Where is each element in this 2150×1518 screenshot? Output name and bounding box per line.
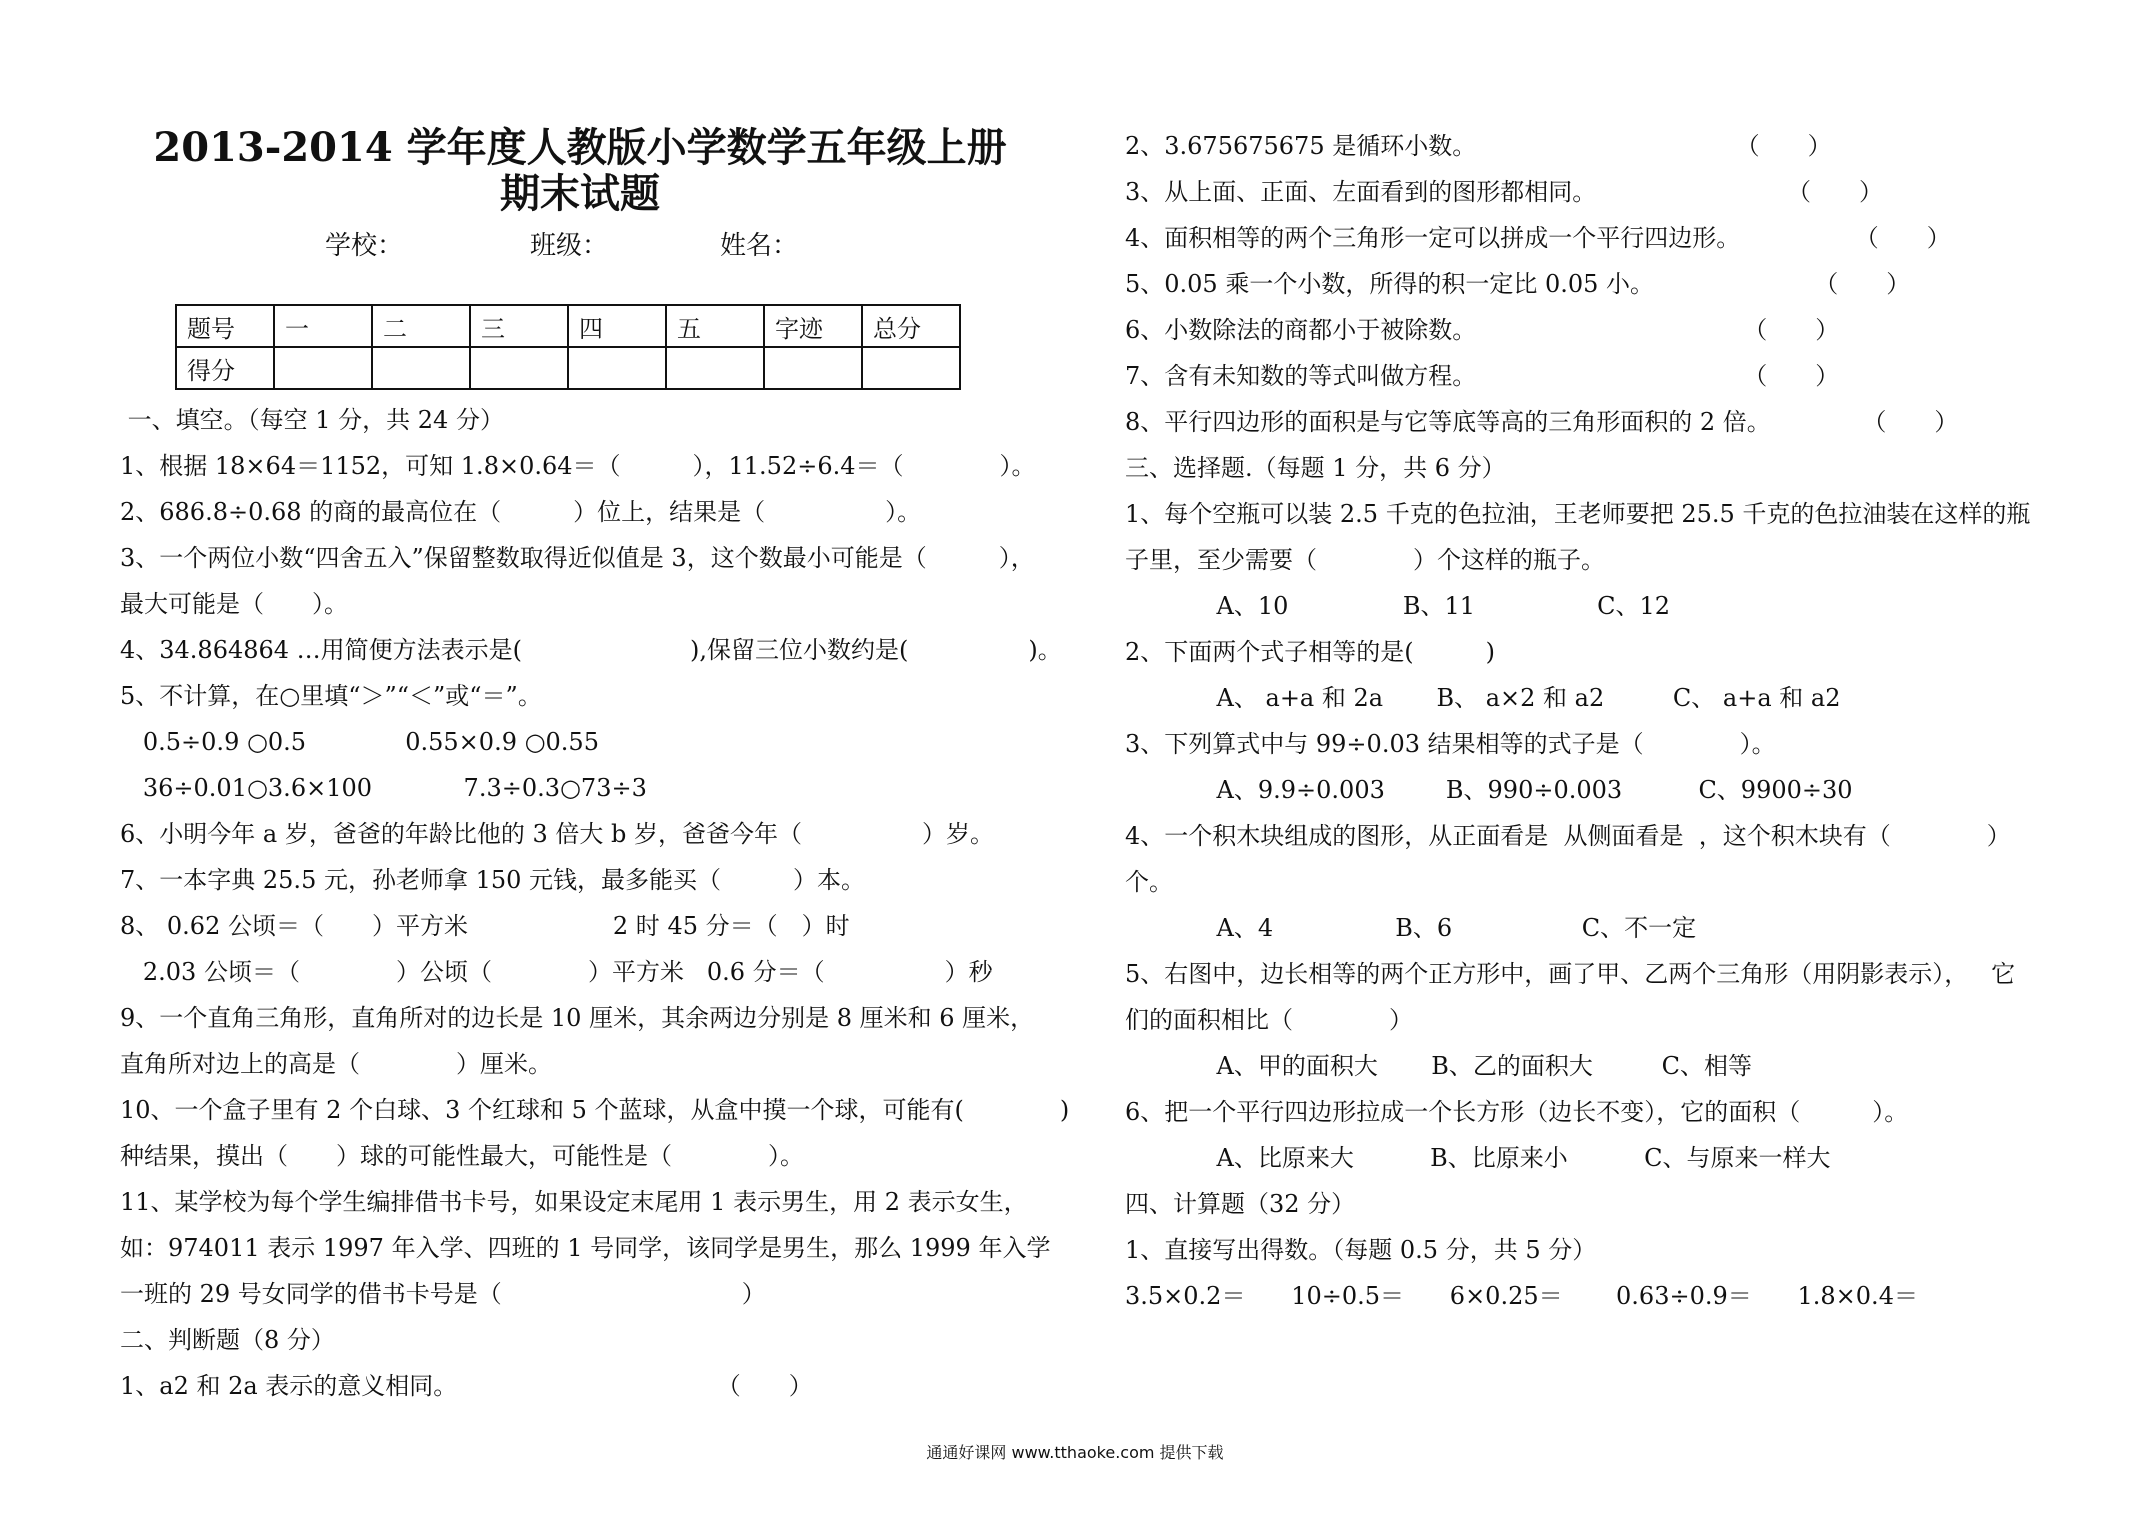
question-line: 3.5×0.2＝ 10÷0.5＝ 6×0.25＝ 0.63÷0.9＝ 1.8×0.4＝ — [1125, 1282, 1918, 1310]
question-line: A、10 B、11 C、12 — [1125, 592, 1670, 620]
question-line: 一班的 29 号女同学的借书卡号是（ ） — [120, 1280, 766, 1308]
question-line: 5、0.05 乘一个小数，所得的积一定比 0.05 小。 （ ） — [1125, 270, 1911, 298]
question-line: 8、 0.62 公顷＝（ ）平方米 2 时 45 分＝（ ）时 — [120, 912, 850, 940]
question-line: 10、一个盒子里有 2 个白球、3 个红球和 5 个蓝球，从盒中摸一个球，可能有( ) — [120, 1096, 1070, 1124]
score-cell: 五 — [666, 305, 764, 347]
question-line: 如：974011 表示 1997 年入学、四班的 1 号同学，该同学是男生，那么 1999 年入学 — [120, 1234, 1051, 1262]
exam-title-line2: 期末试题 — [500, 170, 660, 217]
question-line: 2、3.675675675 是循环小数。 （ ） — [1125, 132, 1832, 160]
question-line: 3、下列算式中与 99÷0.03 结果相等的式子是（ ）。 — [1125, 730, 1776, 758]
question-line: 们的面积相比（ ） — [1125, 1006, 1413, 1034]
question-line: 8、平行四边形的面积是与它等底等高的三角形面积的 2 倍。 （ ） — [1125, 408, 1959, 436]
score-table — [175, 304, 961, 390]
question-line: 直角所对边上的高是（ ）厘米。 — [120, 1050, 552, 1078]
question-line: 2、下面两个式子相等的是( ) — [1125, 638, 1495, 666]
question-line: 5、不计算，在○里填“＞”“＜”或“＝”。 — [120, 682, 542, 710]
question-line: 7、含有未知数的等式叫做方程。 （ ） — [1125, 362, 1840, 390]
question-line: 二、判断题（8 分） — [120, 1326, 335, 1354]
question-line: 6、小明今年 a 岁，爸爸的年龄比他的 3 倍大 b 岁，爸爸今年（ ）岁。 — [120, 820, 994, 848]
question-line: 7、一本字典 25.5 元，孙老师拿 150 元钱，最多能买（ ）本。 — [120, 866, 866, 894]
question-line: A、甲的面积大 B、乙的面积大 C、相等 — [1125, 1052, 1752, 1080]
score-cell: 总分 — [862, 305, 960, 347]
footer-credit: 通通好课网 www.tthaoke.com 提供下载 — [926, 1443, 1224, 1462]
question-line: A、 a+a 和 2a B、 a×2 和 a2 C、 a+a 和 a2 — [1125, 684, 1841, 712]
question-line: 4、面积相等的两个三角形一定可以拼成一个平行四边形。 （ ） — [1125, 224, 1951, 252]
question-line: 11、某学校为每个学生编排借书卡号，如果设定末尾用 1 表示男生，用 2 表示女生， — [120, 1188, 1028, 1216]
question-line: 1、直接写出得数。（每题 0.5 分，共 5 分） — [1125, 1236, 1597, 1264]
question-line: A、9.9÷0.003 B、990÷0.003 C、9900÷30 — [1125, 776, 1853, 804]
question-line: 2.03 公顷＝（ ）公顷（ ）平方米 0.6 分＝（ ）秒 — [120, 958, 993, 986]
score-cell — [372, 347, 470, 389]
score-cell — [862, 347, 960, 389]
question-line: 四、计算题（32 分） — [1125, 1190, 1356, 1218]
question-line: 0.5÷0.9 ○0.5 0.55×0.9 ○0.55 — [120, 728, 599, 756]
question-line: A、比原来大 B、比原来小 C、与原来一样大 — [1125, 1144, 1831, 1172]
question-line: 36÷0.01○3.6×100 7.3÷0.3○73÷3 — [120, 774, 647, 802]
question-line: 一、填空。（每空 1 分，共 24 分） — [120, 406, 504, 434]
score-cell: 一 — [274, 305, 372, 347]
question-line: 1、根据 18×64＝1152，可知 1.8×0.64＝（ ），11.52÷6.4＝（ ）。 — [120, 452, 1036, 480]
question-line: 2、686.8÷0.68 的商的最高位在（ ）位上，结果是（ ）。 — [120, 498, 922, 526]
question-line: 1、每个空瓶可以装 2.5 千克的色拉油，王老师要把 25.5 千克的色拉油装在这样的瓶 — [1125, 500, 2031, 528]
question-line: 种结果，摸出（ ）球的可能性最大，可能性是（ ）。 — [120, 1142, 804, 1170]
score-cell — [666, 347, 764, 389]
question-line: 9、一个直角三角形，直角所对的边长是 10 厘米，其余两边分别是 8 厘米和 6 厘米， — [120, 1004, 1035, 1032]
question-line: 6、把一个平行四边形拉成一个长方形（边长不变），它的面积（ ）。 — [1125, 1098, 1909, 1126]
question-line: A、4 B、6 C、不一定 — [1125, 914, 1697, 942]
score-cell — [568, 347, 666, 389]
score-cell: 四 — [568, 305, 666, 347]
score-cell: 二 — [372, 305, 470, 347]
score-cell: 三 — [470, 305, 568, 347]
question-line: 3、一个两位小数“四舍五入”保留整数取得近似值是 3，这个数最小可能是（ ）， — [120, 544, 1035, 572]
score-cell: 得分 — [176, 347, 274, 389]
question-line: 4、一个积木块组成的图形，从正面看是 从侧面看是 ，这个积木块有（ ） — [1125, 822, 2011, 850]
question-line: 子里，至少需要（ ）个这样的瓶子。 — [1125, 546, 1605, 574]
question-line: 6、小数除法的商都小于被除数。 （ ） — [1125, 316, 1840, 344]
question-line: 个。 — [1125, 868, 1173, 896]
score-table-score-row — [176, 347, 960, 389]
score-table-header-row — [176, 305, 960, 347]
score-cell — [274, 347, 372, 389]
school-label: 学校： — [325, 231, 404, 261]
score-cell: 字迹 — [764, 305, 862, 347]
name-label: 姓名： — [720, 231, 799, 261]
question-line: 5、右图中，边长相等的两个正方形中，画了甲、乙两个三角形（用阴影表示）， 它 — [1125, 960, 2016, 988]
score-cell — [764, 347, 862, 389]
exam-title-line1: 2013-2014 学年度人教版小学数学五年级上册 — [153, 124, 1007, 171]
question-line: 4、34.864864 …用简便方法表示是( ),保留三位小数约是( )。 — [120, 636, 1062, 664]
class-label: 班级： — [530, 231, 609, 261]
question-line: 3、从上面、正面、左面看到的图形都相同。 （ ） — [1125, 178, 1883, 206]
question-line: 三、选择题.（每题 1 分，共 6 分） — [1125, 454, 1506, 482]
question-line: 最大可能是（ ）。 — [120, 590, 348, 618]
question-line: 1、a2 和 2a 表示的意义相同。 （ ） — [120, 1372, 813, 1400]
score-cell: 题号 — [176, 305, 274, 347]
score-cell — [470, 347, 568, 389]
